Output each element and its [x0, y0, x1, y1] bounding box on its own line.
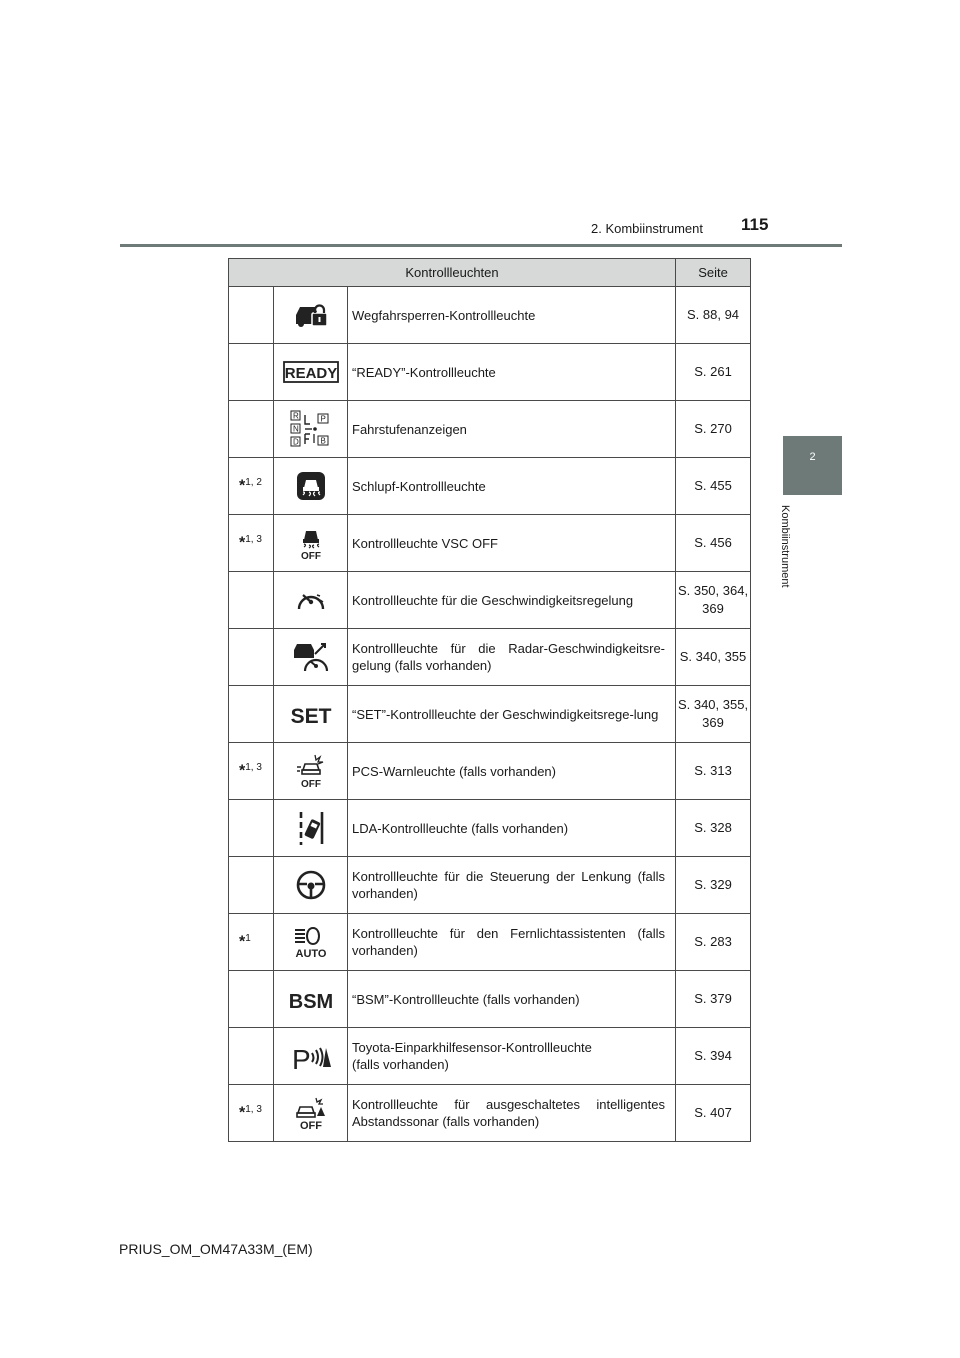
footnote-cell — [229, 743, 274, 800]
shift-position-icon — [274, 401, 348, 458]
footnote-cell — [229, 515, 274, 572]
indicator-description: “SET”-Kontrollleuchte der Geschwindigkeitsrege-lung — [348, 686, 676, 743]
indicator-table — [228, 258, 751, 1142]
page-reference: S. 340, 355, 369 — [676, 686, 751, 743]
footnote-cell — [229, 1085, 274, 1142]
column-header-indicators: Kontrollleuchten — [229, 259, 676, 287]
slip-icon — [274, 458, 348, 515]
page-reference: S. 379 — [676, 971, 751, 1028]
page-reference: S. 455 — [676, 458, 751, 515]
bsm-icon — [274, 971, 348, 1028]
set-icon — [274, 686, 348, 743]
page-reference: S. 261 — [676, 344, 751, 401]
radar-cruise-icon — [274, 629, 348, 686]
chapter-tab-label: Kombiinstrument — [779, 505, 791, 588]
footnote-cell — [229, 686, 274, 743]
table-row — [229, 857, 751, 914]
page-reference: S. 394 — [676, 1028, 751, 1085]
chapter-tab — [783, 436, 842, 495]
svg-text:P: P — [320, 414, 326, 424]
footnote-ref: 1, 2 — [245, 476, 262, 488]
icon-text: SET — [290, 705, 331, 726]
footnote-cell — [229, 458, 274, 515]
pcs-off-icon — [274, 743, 348, 800]
footnote-star-icon: * — [239, 762, 246, 780]
ready-icon — [274, 344, 348, 401]
footnote-star-icon: * — [239, 534, 246, 552]
icon-text: OFF — [300, 779, 321, 789]
indicator-description: Schlupf-Kontrollleuchte — [348, 458, 676, 515]
page-reference: S. 313 — [676, 743, 751, 800]
indicator-description: PCS-Warnleuchte (falls vorhanden) — [348, 743, 676, 800]
footnote-ref: 1, 3 — [245, 761, 262, 773]
page-reference: S. 456 — [676, 515, 751, 572]
footnote-cell — [229, 800, 274, 857]
table-row — [229, 800, 751, 857]
page-reference: S. 328 — [676, 800, 751, 857]
footnote-cell — [229, 344, 274, 401]
footnote-star-icon: * — [239, 933, 246, 951]
indicator-description: Toyota-Einparkhilfesensor-Kontrollleuchte (falls vorhanden) — [348, 1028, 676, 1085]
table-row — [229, 1028, 751, 1085]
cruise-control-icon — [274, 572, 348, 629]
icon-text: OFF — [300, 551, 321, 560]
page-reference: S. 88, 94 — [676, 287, 751, 344]
page-reference: S. 340, 355 — [676, 629, 751, 686]
section-title: 2. Kombiinstrument — [591, 221, 703, 236]
vsc-off-icon — [274, 515, 348, 572]
indicator-description: Kontrollleuchte für ausgeschaltetes intelligentes Abstandssonar (falls vorhanden) — [348, 1085, 676, 1142]
chapter-tab-label-wrap — [779, 505, 807, 605]
indicator-description: Wegfahrsperren-Kontrollleuchte — [348, 287, 676, 344]
column-header-page: Seite — [676, 259, 751, 287]
steering-icon — [274, 857, 348, 914]
table-row — [229, 344, 751, 401]
page-reference: S. 283 — [676, 914, 751, 971]
page-reference: S. 350, 364, 369 — [676, 572, 751, 629]
icon-text: OFF — [299, 1120, 322, 1130]
footnote-cell — [229, 914, 274, 971]
parking-sensor-icon — [274, 1028, 348, 1085]
icon-text: READY — [284, 365, 337, 382]
indicator-description: Kontrollleuchte für den Fernlichtassistenten (falls vorhanden) — [348, 914, 676, 971]
table-row — [229, 458, 751, 515]
table-row — [229, 686, 751, 743]
footnote-ref: 1, 3 — [245, 1103, 262, 1115]
indicator-description: LDA-Kontrollleuchte (falls vorhanden) — [348, 800, 676, 857]
table-row — [229, 401, 751, 458]
svg-text:P: P — [291, 1044, 311, 1072]
table-row — [229, 629, 751, 686]
table-row — [229, 1085, 751, 1142]
table-row — [229, 572, 751, 629]
icon-text: BSM — [288, 991, 333, 1011]
page-number: 115 — [741, 215, 769, 234]
table-header-row — [229, 259, 751, 287]
indicator-description: Kontrollleuchte für die Steuerung der Lenkung (falls vorhanden) — [348, 857, 676, 914]
indicator-description: Kontrollleuchte für die Geschwindigkeitsregelung — [348, 572, 676, 629]
footnote-cell — [229, 401, 274, 458]
chapter-tab-number: 2 — [809, 451, 816, 463]
svg-text:D: D — [292, 437, 299, 447]
immobilizer-icon — [274, 287, 348, 344]
footnote-cell — [229, 287, 274, 344]
svg-text:R: R — [292, 411, 299, 421]
table-row — [229, 971, 751, 1028]
footnote-cell — [229, 1028, 274, 1085]
footnote-star-icon: * — [239, 477, 246, 495]
page-reference: S. 329 — [676, 857, 751, 914]
page-reference: S. 407 — [676, 1085, 751, 1142]
footnote-ref: 1 — [245, 932, 251, 944]
indicator-description: “READY”-Kontrollleuchte — [348, 344, 676, 401]
footnote-cell — [229, 629, 274, 686]
table-row — [229, 515, 751, 572]
svg-text:N: N — [292, 424, 299, 434]
footnote-cell — [229, 971, 274, 1028]
table-row — [229, 743, 751, 800]
footnote-cell — [229, 857, 274, 914]
table-row — [229, 287, 751, 344]
indicator-description: Kontrollleuchte VSC OFF — [348, 515, 676, 572]
page-reference: S. 270 — [676, 401, 751, 458]
table-row — [229, 914, 751, 971]
footnote-cell — [229, 572, 274, 629]
footnote-ref: 1, 3 — [245, 533, 262, 545]
svg-text:B: B — [320, 436, 326, 446]
indicator-description: Kontrollleuchte für die Radar-Geschwindigkeitsre-gelung (falls vorhanden) — [348, 629, 676, 686]
footnote-star-icon: * — [239, 1104, 246, 1122]
document-code: PRIUS_OM_OM47A33M_(EM) — [119, 1241, 313, 1257]
header-rule — [120, 244, 842, 247]
lda-icon — [274, 800, 348, 857]
icon-text: AUTO — [295, 948, 326, 958]
indicator-description: Fahrstufenanzeigen — [348, 401, 676, 458]
indicator-description: “BSM”-Kontrollleuchte (falls vorhanden) — [348, 971, 676, 1028]
ics-off-icon — [274, 1085, 348, 1142]
auto-high-beam-icon — [274, 914, 348, 971]
